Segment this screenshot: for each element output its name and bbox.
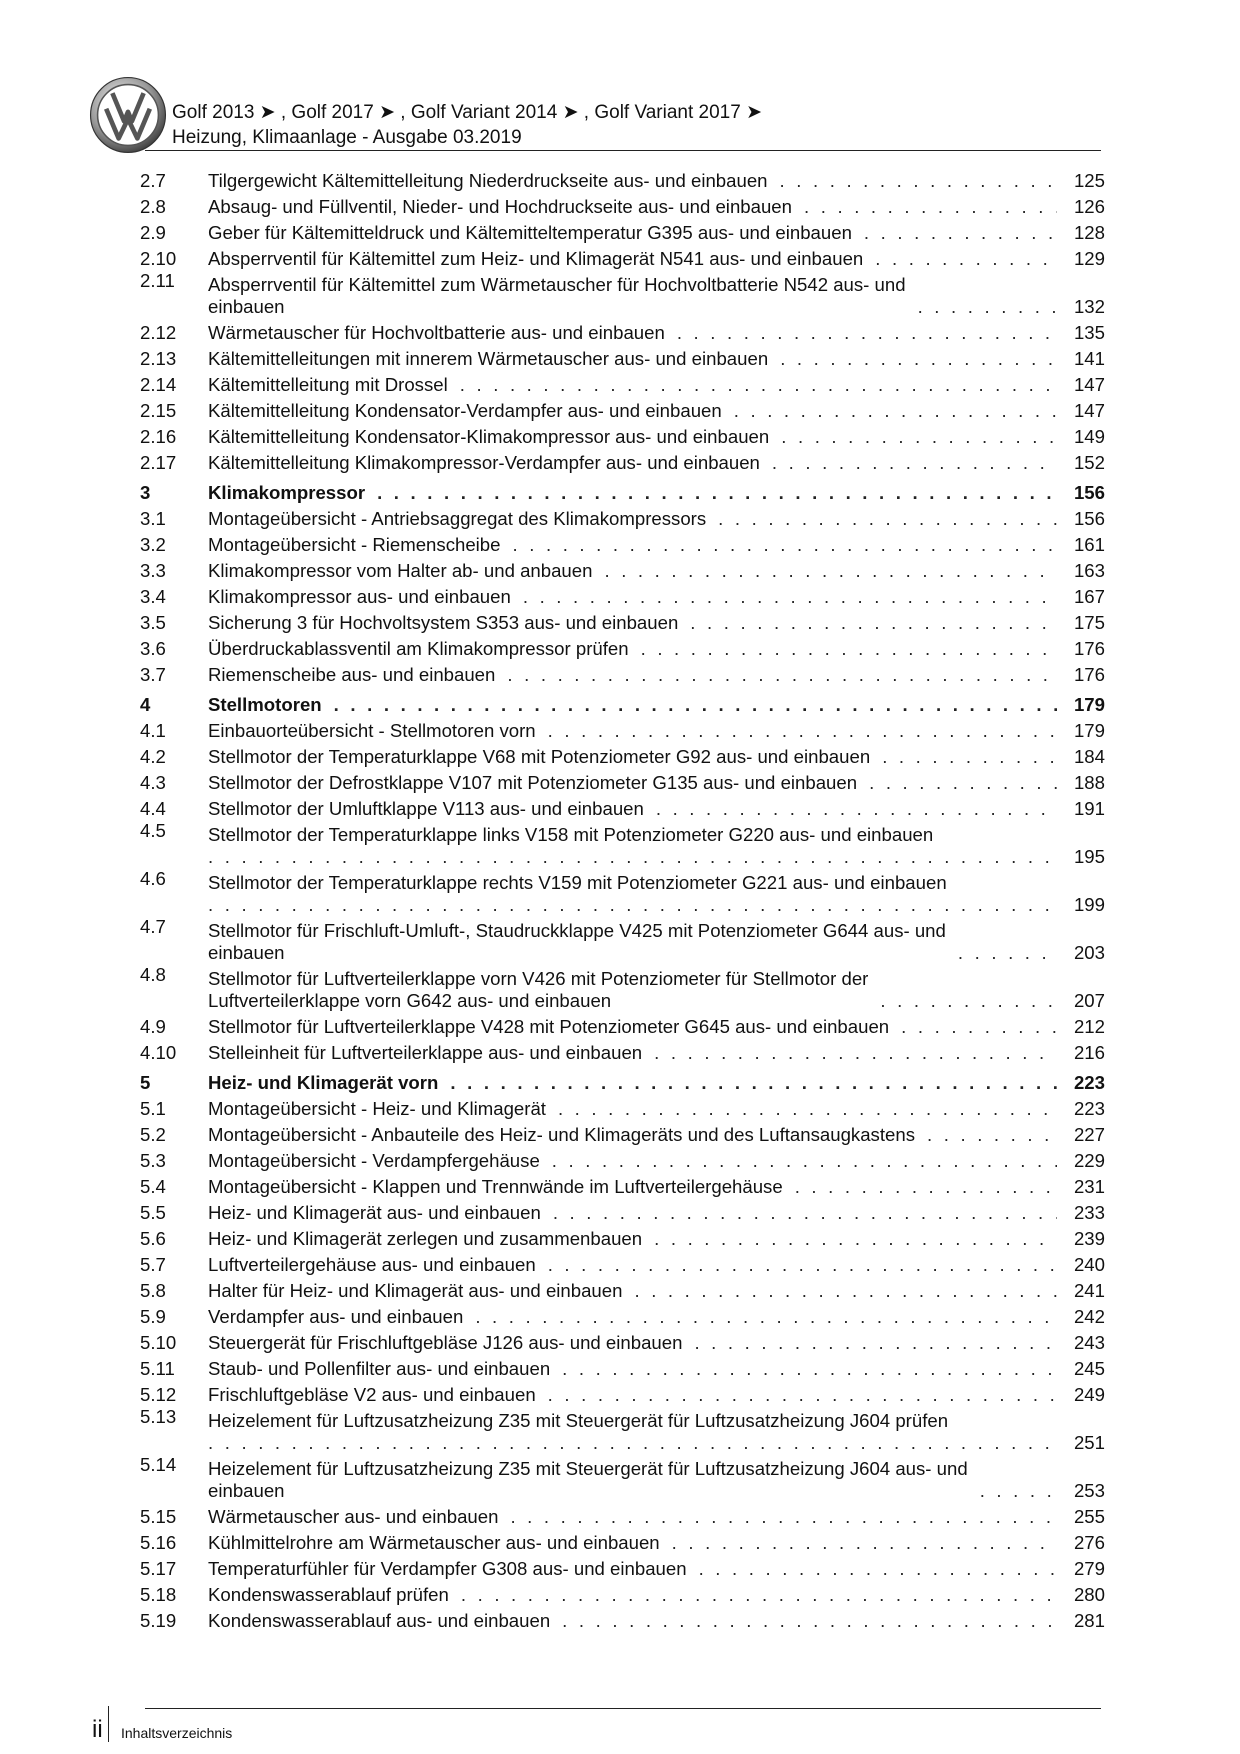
toc-page-number: 129 (1073, 248, 1105, 269)
toc-page-number: 176 (1073, 664, 1105, 685)
toc-title: Stellmotor für Luftverteilerklappe vorn V426 mit Potenziometer für Stellmotor der Luftverteilerklappe vorn G642 aus- und einbauen (208, 968, 869, 1011)
toc-row[interactable] (140, 768, 1105, 794)
toc-title: Heiz- und Klimagerät aus- und einbauen (208, 1202, 541, 1223)
toc-leader-dots (880, 990, 1057, 1012)
toc-number: 5.3 (140, 1150, 166, 1171)
toc-row[interactable] (140, 1094, 1105, 1120)
toc-number: 2.9 (140, 222, 166, 243)
toc-number: 3.6 (140, 638, 166, 659)
toc-number: 2.7 (140, 170, 166, 191)
toc-title: Montageübersicht - Verdampfergehäuse (208, 1150, 540, 1171)
toc-row[interactable] (140, 820, 1105, 868)
toc-number: 5.18 (140, 1584, 177, 1605)
toc-leader-dots (918, 296, 1057, 318)
toc-number: 3.4 (140, 586, 166, 607)
toc-number: 5.1 (140, 1098, 166, 1119)
toc-row[interactable] (140, 1554, 1105, 1580)
toc-title: Überdruckablassventil am Klimakompressor prüfen (208, 638, 629, 659)
toc-number: 3.2 (140, 534, 166, 555)
toc-title: Klimakompressor vom Halter ab- und anbauen (208, 560, 593, 581)
toc-page-number: 126 (1073, 196, 1105, 217)
toc-leader-dots (450, 1072, 1057, 1094)
toc-page-number: 212 (1073, 1016, 1105, 1037)
toc-leader-dots (507, 664, 1057, 686)
toc-number: 4.8 (140, 964, 166, 985)
toc-leader-dots (781, 426, 1057, 448)
toc-row[interactable] (140, 794, 1105, 820)
toc-title: Riemenscheibe aus- und einbauen (208, 664, 496, 685)
toc-row[interactable] (140, 1328, 1105, 1354)
toc-number: 5.6 (140, 1228, 166, 1249)
toc-leader-dots (980, 1480, 1057, 1502)
toc-row[interactable] (140, 1454, 1105, 1502)
toc-leader-dots (780, 348, 1057, 370)
toc-number: 2.13 (140, 348, 177, 369)
toc-title: Stellmotor für Luftverteilerklappe V428 mit Potenziometer G645 aus- und einbauen (208, 1016, 890, 1037)
toc-title: Klimakompressor aus- und einbauen (208, 586, 511, 607)
toc-page-number: 179 (1073, 694, 1105, 715)
toc-page-number: 179 (1073, 720, 1105, 741)
toc-title: Klimakompressor (208, 482, 366, 503)
toc-row[interactable] (140, 422, 1105, 448)
toc-leader-dots (882, 746, 1057, 768)
toc-title: Sicherung 3 für Hochvoltsystem S353 aus- und einbauen (208, 612, 679, 633)
toc-page-number: 191 (1073, 798, 1105, 819)
toc-title: Montageübersicht - Anbauteile des Heiz- und Klimageräts und des Luftansaugkastens (208, 1124, 915, 1145)
toc-row[interactable] (140, 1606, 1105, 1632)
toc-leader-dots (208, 846, 1057, 868)
toc-row[interactable] (140, 868, 1105, 916)
toc-page-number: 242 (1073, 1306, 1105, 1327)
toc-page-number: 223 (1073, 1098, 1105, 1119)
toc-row[interactable] (140, 582, 1105, 608)
toc-page-number: 229 (1073, 1150, 1105, 1171)
toc-chapter-row[interactable] (140, 1064, 1105, 1094)
toc-page-number: 255 (1073, 1506, 1105, 1527)
toc-number: 4.6 (140, 868, 166, 889)
toc-title: Frischluftgebläse V2 aus- und einbauen (208, 1384, 536, 1405)
header-models: Golf 2013 ➤ , Golf 2017 ➤ , Golf Variant 2014 ➤ , Golf Variant 2017 ➤ (172, 102, 763, 123)
toc-number: 4 (140, 694, 151, 715)
toc-row[interactable] (140, 504, 1105, 530)
toc-leader-dots (690, 612, 1057, 634)
toc-title: Verdampfer aus- und einbauen (208, 1306, 464, 1327)
toc-number: 2.16 (140, 426, 177, 447)
toc-leader-dots (656, 798, 1057, 820)
toc-row[interactable] (140, 218, 1105, 244)
toc-title: Heiz- und Klimagerät zerlegen und zusammenbauen (208, 1228, 643, 1249)
toc-number: 3.1 (140, 508, 166, 529)
toc-number: 2.14 (140, 374, 177, 395)
toc-title: Absperrventil für Kältemittel zum Wärmetauscher für Hochvoltbatterie N542 aus- und einbauen (208, 274, 906, 317)
toc-page-number: 227 (1073, 1124, 1105, 1145)
toc-page-number: 280 (1073, 1584, 1105, 1605)
toc-leader-dots (869, 772, 1057, 794)
toc-row[interactable] (140, 1172, 1105, 1198)
toc-number: 5.7 (140, 1254, 166, 1275)
toc-row[interactable] (140, 166, 1105, 192)
toc-title: Stellmotor der Defrostklappe V107 mit Potenziometer G135 aus- und einbauen (208, 772, 858, 793)
toc-leader-dots (548, 1384, 1057, 1406)
header-subtitle: Heizung, Klimaanlage - Ausgabe 03.2019 (172, 127, 522, 148)
toc-page-number: 184 (1073, 746, 1105, 767)
toc-title: Kondenswasserablauf prüfen (208, 1584, 449, 1605)
toc-number: 5.12 (140, 1384, 177, 1405)
toc-title: Montageübersicht - Klappen und Trennwände im Luftverteilergehäuse (208, 1176, 783, 1197)
toc-title: Stellmotor der Temperaturklappe rechts V159 mit Potenziometer G221 aus- und einbauen (208, 872, 947, 893)
toc-row[interactable] (140, 1354, 1105, 1380)
toc-leader-dots (795, 1176, 1057, 1198)
toc-row[interactable] (140, 556, 1105, 582)
toc-page-number: 149 (1073, 426, 1105, 447)
toc-page-number: 276 (1073, 1532, 1105, 1553)
toc-number: 5 (140, 1072, 151, 1093)
toc-number: 4.7 (140, 916, 166, 937)
toc-row[interactable] (140, 1198, 1105, 1224)
toc-page-number: 128 (1073, 222, 1105, 243)
toc-row[interactable] (140, 396, 1105, 422)
footer-separator (108, 1706, 109, 1742)
toc-page-number: 281 (1073, 1610, 1105, 1631)
vw-logo-icon (89, 76, 167, 154)
toc-leader-dots (548, 720, 1057, 742)
toc-title: Staub- und Pollenfilter aus- und einbauen (208, 1358, 551, 1379)
toc-title: Luftverteilergehäuse aus- und einbauen (208, 1254, 536, 1275)
toc-row[interactable] (140, 916, 1105, 964)
toc-leader-dots (475, 1306, 1057, 1328)
toc-title: Heiz- und Klimagerät vorn (208, 1072, 439, 1093)
toc-page-number: 152 (1073, 452, 1105, 473)
toc-page-number: 188 (1073, 772, 1105, 793)
toc-number: 5.5 (140, 1202, 166, 1223)
toc-row[interactable] (140, 608, 1105, 634)
toc-leader-dots (780, 170, 1057, 192)
toc-row[interactable] (140, 244, 1105, 270)
toc-number: 3 (140, 482, 151, 503)
toc-row[interactable] (140, 1380, 1105, 1406)
toc-title: Tilgergewicht Kältemittelleitung Niederdruckseite aus- und einbauen (208, 170, 768, 191)
toc-leader-dots (558, 1098, 1057, 1120)
toc-title: Heizelement für Luftzusatzheizung Z35 mit Steuergerät für Luftzusatzheizung J604 aus- und einbauen (208, 1458, 968, 1501)
toc-leader-dots (562, 1358, 1057, 1380)
toc-page-number: 163 (1073, 560, 1105, 581)
toc-leader-dots (864, 222, 1057, 244)
toc-leader-dots (804, 196, 1057, 218)
toc-title: Halter für Heiz- und Klimagerät aus- und einbauen (208, 1280, 623, 1301)
toc-number: 4.9 (140, 1016, 166, 1037)
toc-title: Kältemittelleitung Klimakompressor-Verdampfer aus- und einbauen (208, 452, 760, 473)
toc-page-number: 253 (1073, 1480, 1105, 1501)
toc-title: Stellmotor der Umluftklappe V113 aus- und einbauen (208, 798, 644, 819)
toc-row[interactable] (140, 660, 1105, 686)
toc-number: 5.9 (140, 1306, 166, 1327)
footer-page-number: ii (92, 1716, 103, 1743)
toc-leader-dots (334, 694, 1057, 716)
toc-page-number: 216 (1073, 1042, 1105, 1063)
toc-title: Kondenswasserablauf aus- und einbauen (208, 1610, 551, 1631)
toc-page-number: 239 (1073, 1228, 1105, 1249)
toc-title: Montageübersicht - Antriebsaggregat des Klimakompressors (208, 508, 707, 529)
toc-leader-dots (875, 248, 1057, 270)
toc-leader-dots (958, 942, 1057, 964)
toc-number: 5.16 (140, 1532, 177, 1553)
toc-page-number: 249 (1073, 1384, 1105, 1405)
header-rule (145, 150, 1101, 151)
toc-number: 4.10 (140, 1042, 177, 1063)
toc-number: 2.11 (140, 270, 175, 291)
toc-page-number: 147 (1073, 374, 1105, 395)
toc-title: Stellmotor der Temperaturklappe links V158 mit Potenziometer G220 aus- und einbauen (208, 824, 934, 845)
toc-number: 5.17 (140, 1558, 177, 1579)
toc-leader-dots (641, 638, 1057, 660)
toc-page-number: 243 (1073, 1332, 1105, 1353)
toc-row[interactable] (140, 318, 1105, 344)
footer-label: Inhaltsverzeichnis (121, 1725, 233, 1741)
toc-number: 4.3 (140, 772, 166, 793)
toc-page-number: 233 (1073, 1202, 1105, 1223)
toc-page-number: 240 (1073, 1254, 1105, 1275)
toc-page-number: 161 (1073, 534, 1105, 555)
toc-row[interactable] (140, 716, 1105, 742)
toc-number: 5.2 (140, 1124, 166, 1145)
toc-number: 3.5 (140, 612, 166, 633)
toc-leader-dots (927, 1124, 1057, 1146)
toc-leader-dots (510, 1506, 1057, 1528)
toc-title: Wärmetauscher aus- und einbauen (208, 1506, 499, 1527)
toc-page-number: 167 (1073, 586, 1105, 607)
toc-leader-dots (208, 894, 1057, 916)
toc-number: 5.15 (140, 1506, 177, 1527)
toc-number: 5.13 (140, 1406, 177, 1427)
toc-leader-dots (654, 1228, 1057, 1250)
toc-row[interactable] (140, 1406, 1105, 1454)
toc-leader-dots (552, 1150, 1057, 1172)
toc-row[interactable] (140, 1146, 1105, 1172)
toc-row[interactable] (140, 448, 1105, 474)
toc-number: 5.4 (140, 1176, 166, 1197)
toc-number: 4.4 (140, 798, 166, 819)
toc-row[interactable] (140, 1224, 1105, 1250)
toc-page-number: 251 (1073, 1432, 1105, 1453)
toc-page-number: 241 (1073, 1280, 1105, 1301)
toc-page-number: 141 (1073, 348, 1105, 369)
toc-page-number: 175 (1073, 612, 1105, 633)
toc-title: Steuergerät für Frischluftgebläse J126 aus- und einbauen (208, 1332, 683, 1353)
toc-number: 3.3 (140, 560, 166, 581)
toc-page-number: 176 (1073, 638, 1105, 659)
toc-title: Stellmotor der Temperaturklappe V68 mit Potenziometer G92 aus- und einbauen (208, 746, 871, 767)
toc-number: 2.17 (140, 452, 177, 473)
toc-number: 4.2 (140, 746, 166, 767)
toc-leader-dots (654, 1042, 1057, 1064)
toc-title: Stellmotoren (208, 694, 322, 715)
toc-page-number: 125 (1073, 170, 1105, 191)
toc-title: Heizelement für Luftzusatzheizung Z35 mit Steuergerät für Luftzusatzheizung J604 prüfen (208, 1410, 949, 1431)
toc-row[interactable] (140, 1012, 1105, 1038)
toc-number: 5.19 (140, 1610, 177, 1631)
toc-number: 5.10 (140, 1332, 177, 1353)
toc-title: Kältemittelleitungen mit innerem Wärmetauscher aus- und einbauen (208, 348, 769, 369)
toc-row[interactable] (140, 1276, 1105, 1302)
toc-chapter-row[interactable] (140, 686, 1105, 716)
toc-row[interactable] (140, 1580, 1105, 1606)
toc-number: 2.12 (140, 322, 177, 343)
toc-leader-dots (672, 1532, 1057, 1554)
toc-page-number: 195 (1073, 846, 1105, 867)
toc-title: Stellmotor für Frischluft-Umluft-, Staudruckklappe V425 mit Potenziometer G644 aus- und einbauen (208, 920, 946, 963)
toc-row[interactable] (140, 1250, 1105, 1276)
toc-leader-dots (553, 1202, 1057, 1224)
toc-number: 5.11 (140, 1358, 175, 1379)
toc-title: Geber für Kältemitteldruck und Kältemitteltemperatur G395 aus- und einbauen (208, 222, 852, 243)
toc-number: 3.7 (140, 664, 166, 685)
toc-number: 4.5 (140, 820, 166, 841)
toc-page-number: 231 (1073, 1176, 1105, 1197)
toc-leader-dots (699, 1558, 1057, 1580)
toc-title: Montageübersicht - Heiz- und Klimagerät (208, 1098, 546, 1119)
toc-leader-dots (677, 322, 1057, 344)
toc-row[interactable] (140, 1038, 1105, 1064)
toc-row[interactable] (140, 1302, 1105, 1328)
toc-chapter-row[interactable] (140, 474, 1105, 504)
toc-page-number: 132 (1073, 296, 1105, 317)
toc-row[interactable] (140, 742, 1105, 768)
toc-leader-dots (377, 482, 1057, 504)
toc-row[interactable] (140, 964, 1105, 1012)
toc-row[interactable] (140, 270, 1105, 318)
toc-page-number: 156 (1073, 508, 1105, 529)
toc-page-number: 147 (1073, 400, 1105, 421)
toc-leader-dots (548, 1254, 1057, 1276)
toc-page-number: 207 (1073, 990, 1105, 1011)
toc-title: Wärmetauscher für Hochvoltbatterie aus- und einbauen (208, 322, 665, 343)
toc-title: Kältemittelleitung Kondensator-Verdampfer aus- und einbauen (208, 400, 722, 421)
toc-page-number: 245 (1073, 1358, 1105, 1379)
toc-leader-dots (634, 1280, 1057, 1302)
toc-title: Temperaturfühler für Verdampfer G308 aus- und einbauen (208, 1558, 687, 1579)
toc-page-number: 156 (1073, 482, 1105, 503)
toc-leader-dots (604, 560, 1057, 582)
toc-leader-dots (694, 1332, 1057, 1354)
toc-leader-dots (734, 400, 1057, 422)
table-of-contents (140, 166, 1105, 1632)
toc-number: 5.8 (140, 1280, 166, 1301)
toc-row[interactable] (140, 634, 1105, 660)
toc-leader-dots (461, 1584, 1057, 1606)
toc-title: Kühlmittelrohre am Wärmetauscher aus- und einbauen (208, 1532, 660, 1553)
toc-row[interactable] (140, 1120, 1105, 1146)
toc-number: 2.10 (140, 248, 177, 269)
toc-title: Absaug- und Füllventil, Nieder- und Hochdruckseite aus- und einbauen (208, 196, 792, 217)
toc-leader-dots (460, 374, 1057, 396)
toc-page-number: 279 (1073, 1558, 1105, 1579)
toc-number: 5.14 (140, 1454, 177, 1475)
toc-title: Einbauorteübersicht - Stellmotoren vorn (208, 720, 536, 741)
toc-number: 2.8 (140, 196, 166, 217)
toc-leader-dots (208, 1432, 1057, 1454)
toc-page-number: 135 (1073, 322, 1105, 343)
toc-row[interactable] (140, 1528, 1105, 1554)
toc-leader-dots (772, 452, 1057, 474)
toc-title: Absperrventil für Kältemittel zum Heiz- und Klimagerät N541 aus- und einbauen (208, 248, 864, 269)
toc-row[interactable] (140, 1502, 1105, 1528)
toc-title: Kältemittelleitung mit Drossel (208, 374, 448, 395)
toc-number: 2.15 (140, 400, 177, 421)
toc-number: 4.1 (140, 720, 166, 741)
toc-row[interactable] (140, 370, 1105, 396)
toc-title: Kältemittelleitung Kondensator-Klimakompressor aus- und einbauen (208, 426, 770, 447)
toc-leader-dots (562, 1610, 1057, 1632)
toc-leader-dots (523, 586, 1057, 608)
toc-title: Montageübersicht - Riemenscheibe (208, 534, 501, 555)
toc-row[interactable] (140, 530, 1105, 556)
toc-title: Stelleinheit für Luftverteilerklappe aus- und einbauen (208, 1042, 643, 1063)
toc-leader-dots (718, 508, 1057, 530)
toc-page-number: 223 (1073, 1072, 1105, 1093)
toc-row[interactable] (140, 344, 1105, 370)
toc-page-number: 199 (1073, 894, 1105, 915)
toc-leader-dots (513, 534, 1058, 556)
toc-leader-dots (901, 1016, 1057, 1038)
footer-rule (145, 1708, 1101, 1709)
toc-row[interactable] (140, 192, 1105, 218)
toc-page-number: 203 (1073, 942, 1105, 963)
